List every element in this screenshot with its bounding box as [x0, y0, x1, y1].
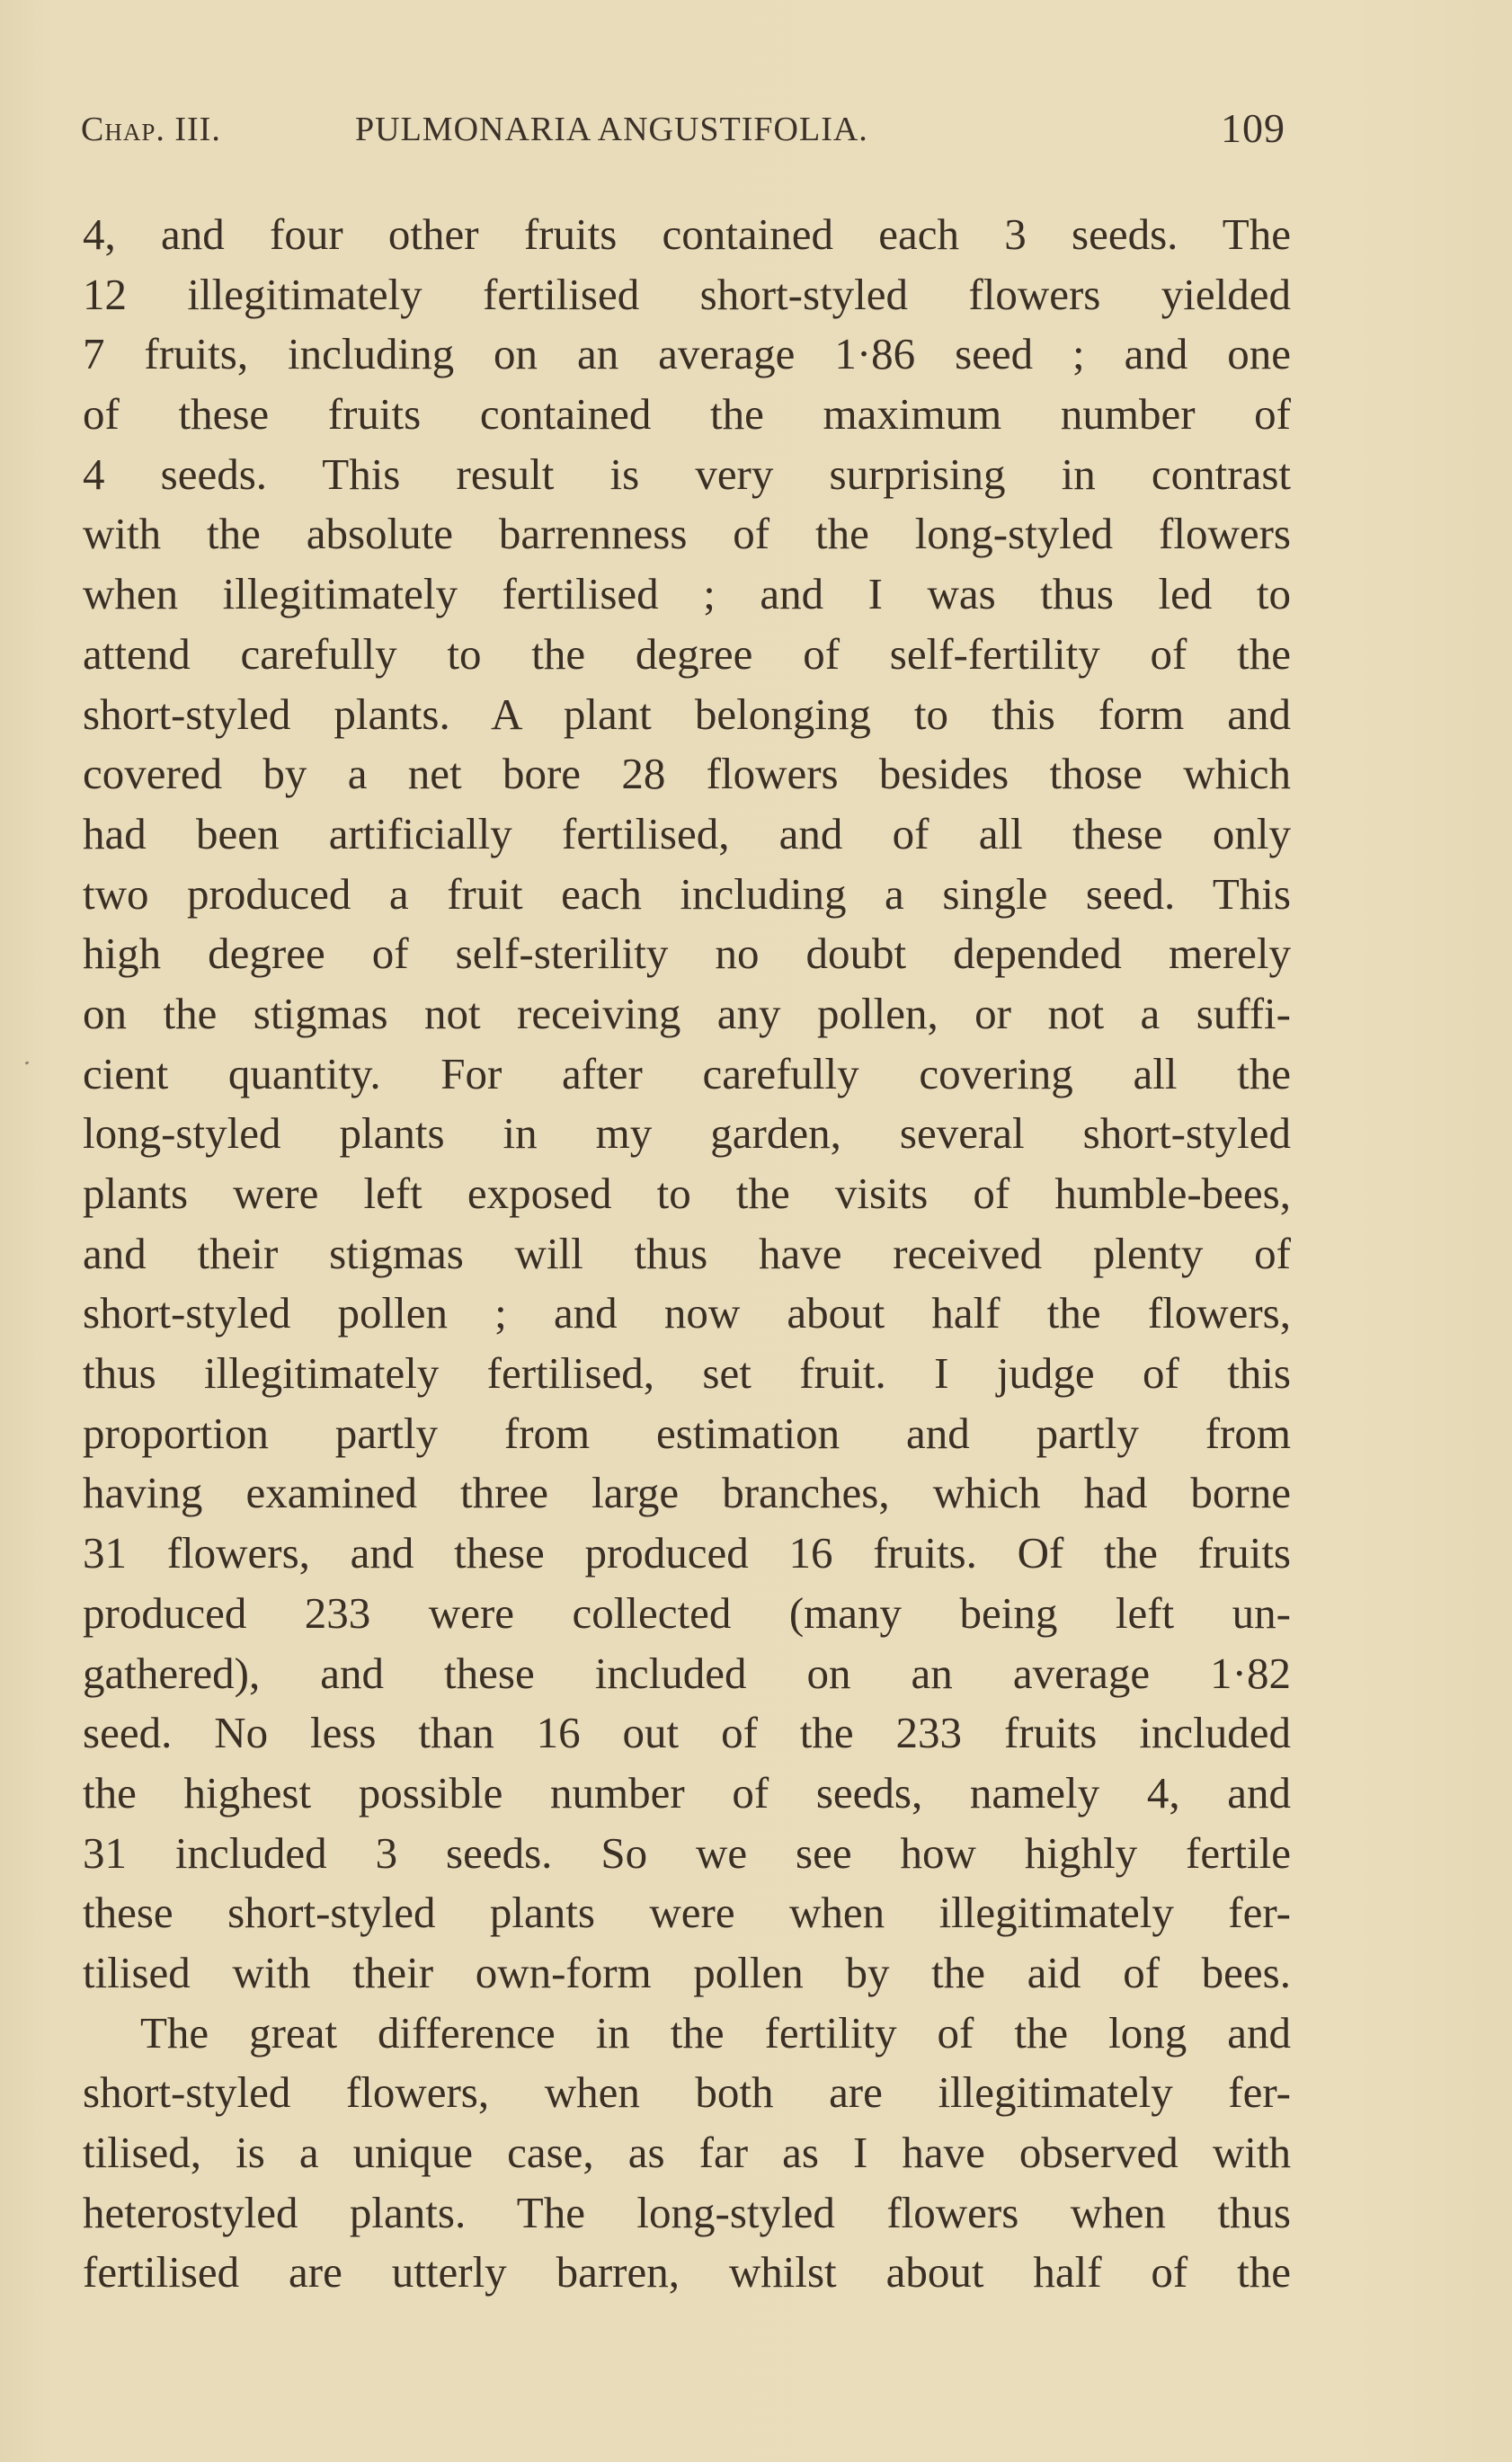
- paragraph: [83, 205, 1291, 2004]
- text-line: 4 seeds. This result is very surprising in contrast: [83, 449, 1291, 499]
- text-line: 12 illegitimately fertilised short-styled flowers yielded: [83, 269, 1291, 319]
- text-line: covered by a net bore 28 flowers besides those which: [83, 749, 1291, 799]
- text-line: and their stigmas will thus have received plenty of: [83, 1228, 1291, 1278]
- text-line: when illegitimately fertilised ; and I was thus led to: [83, 569, 1291, 619]
- body-text: [83, 205, 1291, 2303]
- text-line: tilised, is a unique case, as far as I have observed with: [83, 2128, 1291, 2177]
- text-line: thus illegitimately fertilised, set fruit. I judge of this: [83, 1348, 1291, 1399]
- text-line: proportion partly from estimation and partly from: [83, 1408, 1291, 1458]
- chapter-label: Chap. III.: [81, 111, 221, 148]
- text-line: produced 233 were collected (many being left un-: [83, 1587, 1291, 1638]
- text-line: The great difference in the fertility of the long and: [140, 2007, 1291, 2058]
- text-line: these short-styled plants were when illegitimately fer-: [83, 1888, 1291, 1938]
- text-line: short-styled flowers, when both are illegitimately fer-: [83, 2067, 1291, 2118]
- text-line: short-styled pollen ; and now about half the flowers,: [83, 1288, 1291, 1338]
- text-line: fertilised are utterly barren, whilst about half of the: [83, 2247, 1291, 2298]
- text-line: on the stigmas not receiving any pollen, or not a suffi-: [83, 988, 1291, 1038]
- text-line: 7 fruits, including on an average 1·86 seed ; and one: [83, 329, 1291, 379]
- text-line: two produced a fruit each including a single seed. This: [83, 868, 1291, 919]
- text-line: tilised with their own-form pollen by the aid of bees.: [83, 1947, 1291, 1997]
- text-line: attend carefully to the degree of self-fertility of the: [83, 628, 1291, 679]
- text-line: cient quantity. For after carefully covering all the: [83, 1048, 1291, 1098]
- paragraph: [83, 2004, 1291, 2303]
- text-line: with the absolute barrenness of the long-styled flowers: [83, 509, 1291, 559]
- text-line: the highest possible number of seeds, namely 4, and: [83, 1767, 1291, 1818]
- text-line: of these fruits contained the maximum number of: [83, 389, 1291, 440]
- text-line: 31 flowers, and these produced 16 fruits. Of the fruits: [83, 1528, 1291, 1578]
- page-number: 109: [1221, 105, 1285, 151]
- running-header: [81, 106, 1285, 156]
- text-line: gathered), and these included on an average 1·82: [83, 1648, 1291, 1698]
- text-line: short-styled plants. A plant belonging to this form and: [83, 689, 1291, 739]
- text-line: high degree of self-sterility no doubt depended merely: [83, 929, 1291, 979]
- text-line: 4, and four other fruits contained each 3 seeds. The: [83, 209, 1291, 259]
- text-line: had been artificially fertilised, and of all these only: [83, 808, 1291, 858]
- running-title: PULMONARIA ANGUSTIFOLIA.: [355, 111, 868, 148]
- text-line: plants were left exposed to the visits of humble-bees,: [83, 1169, 1291, 1218]
- text-line: seed. No less than 16 out of the 233 fruits included: [83, 1708, 1291, 1758]
- text-line: 31 included 3 seeds. So we see how highly fertile: [83, 1827, 1291, 1878]
- text-line: long-styled plants in my garden, several short-styled: [83, 1108, 1291, 1159]
- text-line: heterostyled plants. The long-styled flowers when thus: [83, 2187, 1291, 2237]
- text-line: having examined three large branches, which had borne: [83, 1468, 1291, 1518]
